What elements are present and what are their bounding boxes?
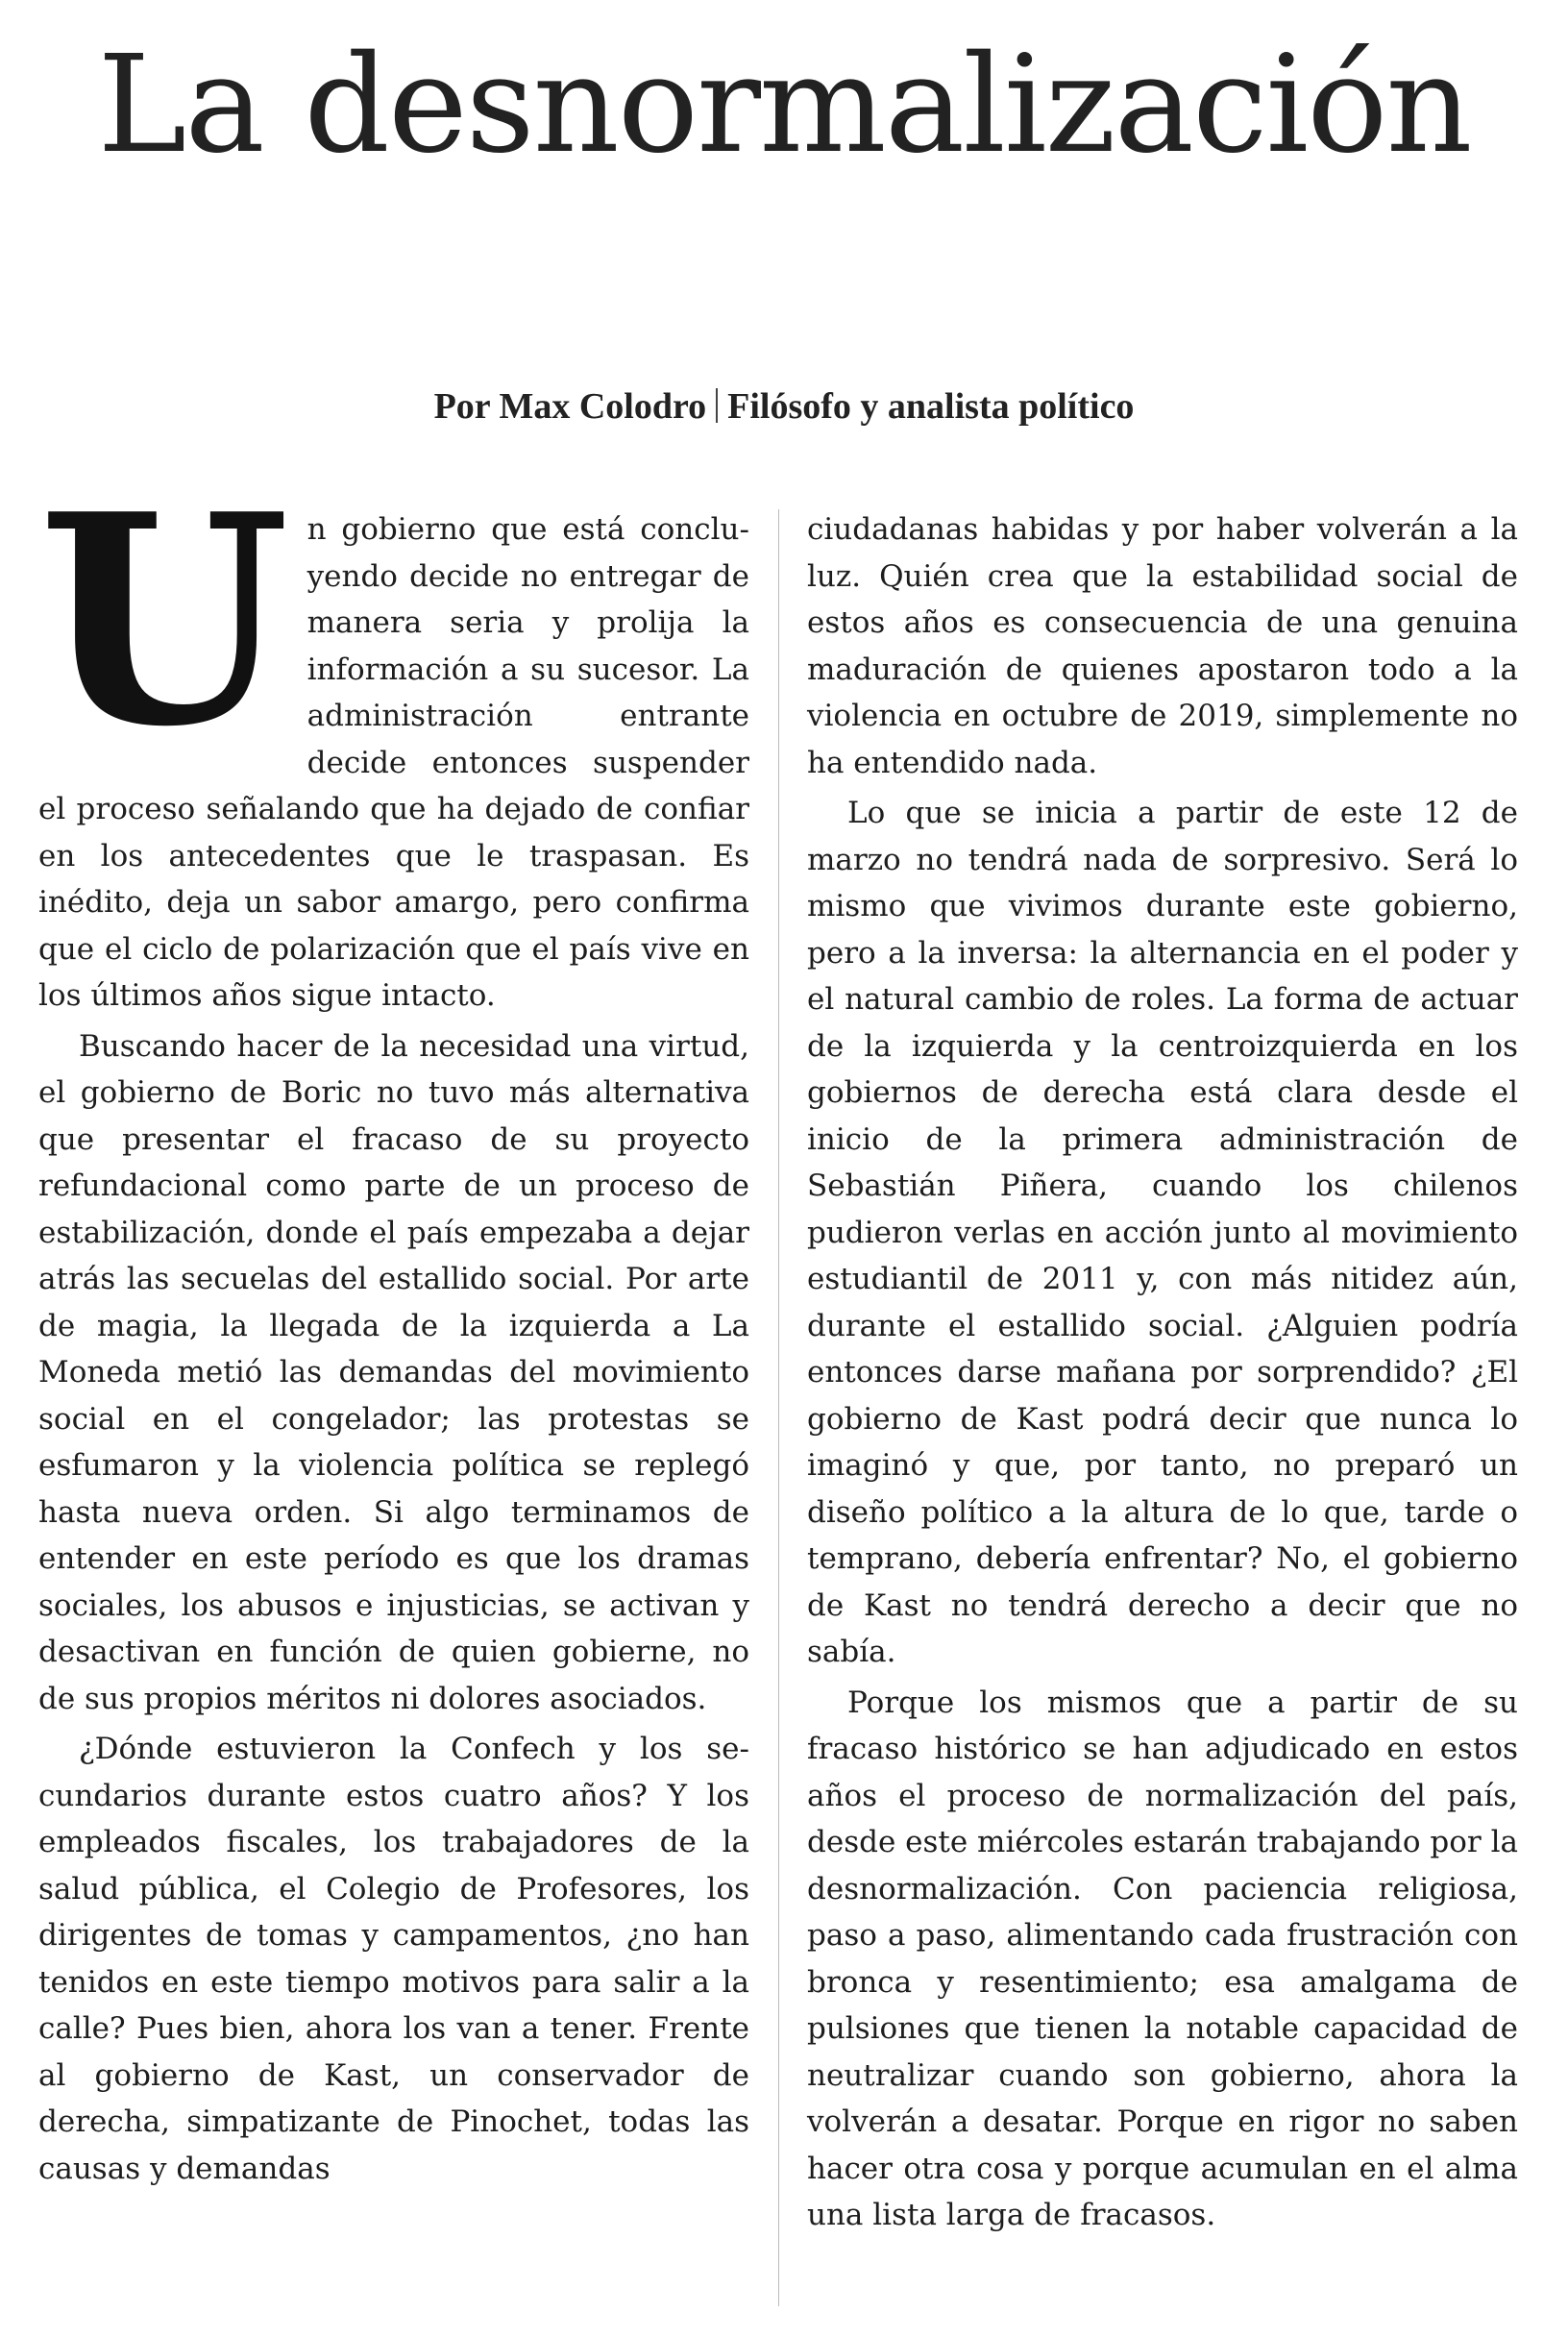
article-column-left — [38, 451, 749, 2196]
article-column-right — [807, 506, 1518, 2243]
byline — [0, 382, 1568, 430]
byline-role: Filósofo y analista político — [727, 386, 1135, 427]
paragraph-1-text: n gobierno que está concluyendo decide no entregar de manera seria y prolija la información a su sucesor. La administración entrante decide entonces suspender el proceso señalando que ha dejado de confiar en los antecedentes que le traspasan. Es inédito, deja un sabor amargo, pero confirma que el ciclo de polarización que el país vive en los últimos años sigue intacto. — [38, 512, 749, 1013]
byline-author: Por Max Colodro — [433, 386, 707, 427]
headline: La desnormalización — [97, 27, 1471, 184]
article-paragraph-3-end: ciudadanas habidas y por haber volverán a la luz. Quién crea que la estabilidad social de estos años es consecuencia de una genuina maduración de quienes apostaron todo a la violencia en octubre de 2019, simplemente no ha entendido nada. — [807, 512, 1518, 780]
article-paragraph-1 — [38, 451, 749, 1020]
article-paragraph-2: Buscando hacer de la necesidad una virtud, el gobierno de Boric no tuvo más alternativa que presentar el fracaso de su proyecto refundacional como parte de un proceso de estabilización, donde el país empezaba a dejar atrás las secuelas del estallido social. Por arte de magia, la llegada de la izquierda a La Moneda metió las demandas del movimiento social en el congelador; las protestas se esfumaron y la violencia política se replegó hasta nueva orden. Si algo terminamos de entender en este período es que los dramas sociales, los abusos e injusticias, se activan y desactivan en función de quien gobierne, no de sus propios méritos ni dolores asociados. — [38, 1028, 749, 1716]
article-paragraph-4: Lo que se inicia a partir de este 12 de marzo no tendrá nada de sorpresivo. Será lo mismo que vivimos durante este gobierno, pero a la inversa: la alternancia en el poder y el natural cambio de roles. La forma de actuar de la izquierda y la centroizquierda en los gobiernos de derecha está clara desde el inicio de la primera administración de Sebastián Piñera, cuando los chilenos pudieron verlas en acción junto al movimiento estudiantil de 2011 y, con más nitidez aún, durante el estallido social. ¿Alguien podría entonces darse mañana por sorprendido? ¿El gobierno de Kast podrá decir que nunca lo imaginó y que, por tanto, no preparó un diseño político a la altura de lo que, tarde o temprano, debería enfrentar? No, el gobierno de Kast no tendrá derecho a decir que no sabía. — [807, 796, 1518, 1669]
drop-cap: U — [38, 451, 290, 790]
byline-separator — [716, 388, 718, 423]
article-paragraph-5: Porque los mismos que a partir de su fracaso histórico se han adjudicado en estos años el proceso de normalización del país, desde este miércoles estarán trabajando por la desnormalización. Con paciencia religiosa, paso a paso, alimentando cada frustración con bronca y resentimiento; esa amalgama de pulsiones que tienen la notable capacidad de neutralizar cuando son gobierno, ahora la volverán a desatar. Porque en rigor no saben hacer otra cosa y porque acumulan en el alma una lista larga de fracasos. — [807, 1685, 1518, 2232]
article-paragraph-3-start: ¿Dónde estuvieron la Confech y los secundarios durante estos cuatro años? Y los empleados fiscales, los trabajadores de la salud pública, el Colegio de Profesores, los dirigentes de tomas y campamentos, ¿no han tenidos en este tiempo motivos para salir a la calle? Pues bien, ahora los van a tener. Frente al gobierno de Kast, un conservador de derecha, simpatizante de Pinochet, todas las causas y demandas — [38, 1732, 749, 2186]
column-divider — [778, 509, 779, 2306]
